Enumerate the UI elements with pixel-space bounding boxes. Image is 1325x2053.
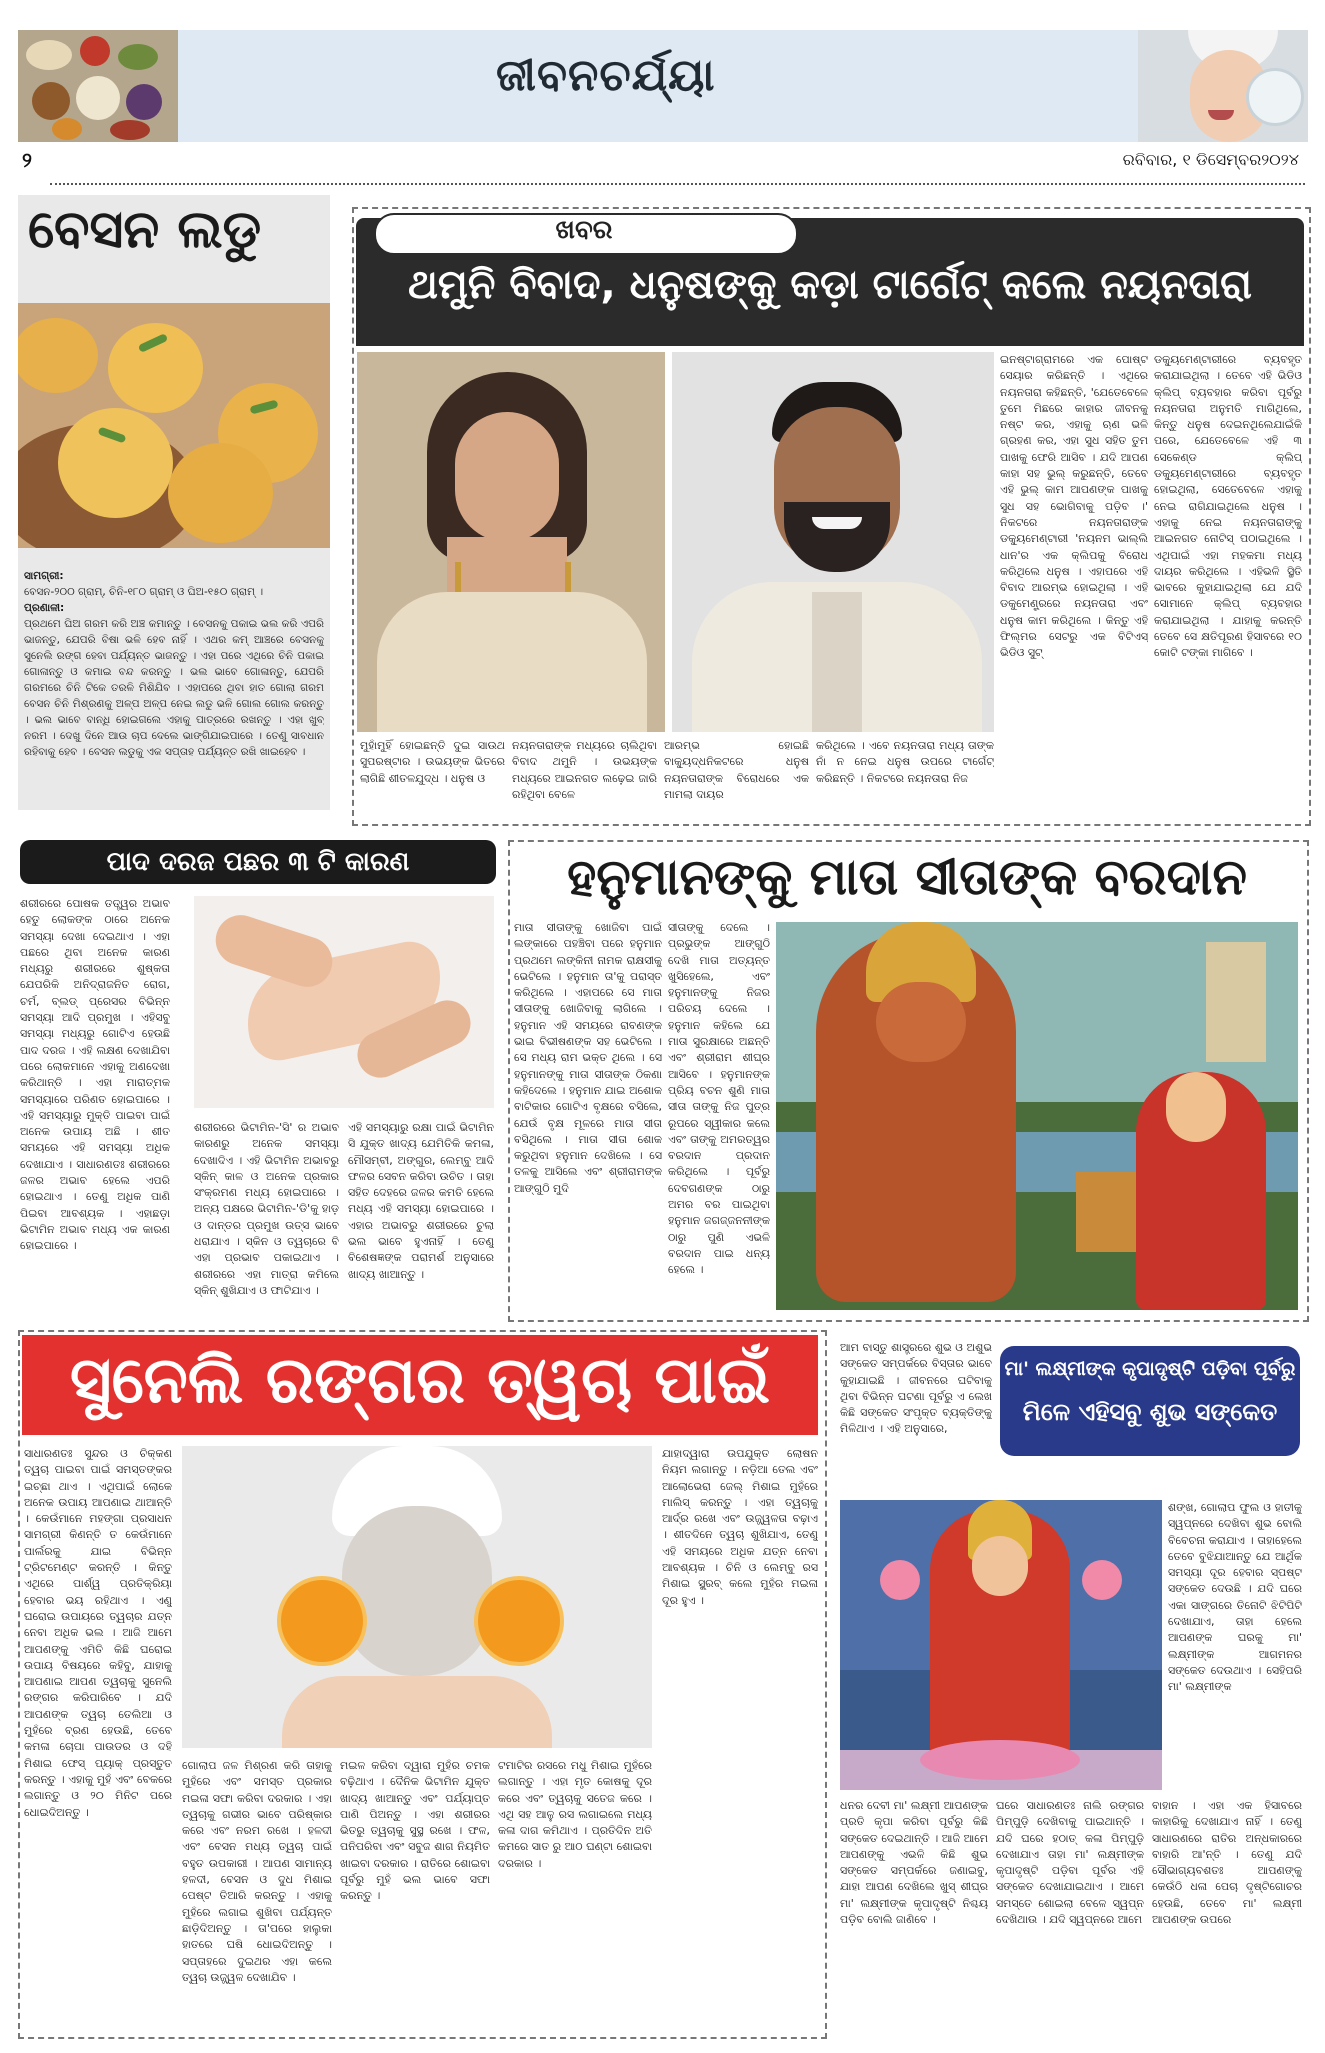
lakshmi-side: ଶଙ୍ଖ, ଗୋଲାପ ଫୁଲ ଓ ହାତୀକୁ ସ୍ୱପ୍ନରେ ଦେଖିବା ଶୁଭ ବୋଲି ବିବେଚନା କରାଯାଏ । ତାହାହେଲେ ତେବେ ବୁଝିଯାଆନ୍ତୁ ଯେ ଆର୍ଥିକ ସମସ୍ୟା ଦୂର ହେବାର ସ୍ପଷ୍ଟ ସଙ୍କେତ ଦେଉଛି । ଯଦି ଘରେ ଏକା ସାଙ୍ଗରେ ତିନୋଟି ଝିଟିପିଟି ଦେଖାଯାଏ, ତାହା ହେଲେ ଆପଣଙ୍କ ଘରକୁ ମା' ଲକ୍ଷ୍ମୀଙ୍କ ଆଗମନର ସଙ୍କେତ ଦେଉଥାଏ । ସେହିପରି ମା' ଲକ୍ଷ୍ମୀଙ୍କ bbox=[1168, 1501, 1302, 1694]
lakshmi-title-line1: ମା' ଲକ୍ଷ୍ମୀଙ୍କ କୃପାଦୃଷ୍ଟି ପଡ଼ିବା ପୂର୍ବରୁ bbox=[1004, 1358, 1296, 1380]
hanuman-col-2: ସୀତାଙ୍କୁ ଦେଲେ । ପ୍ରଭୁଙ୍କ ଆଙ୍ଗୁଠି ଦେଖି ମାତା ଅତ୍ୟନ୍ତ ଖୁସିହେଲେ, ଏବଂ ହନୁମାନଙ୍କୁ ନିଜର ପରିଚୟ ଦେଲେ । ହନୁମାନ କହିଲେ ଯେ ମାତା ସୁରକ୍ଷାରେ ଅଛନ୍ତି ଏବଂ ଶ୍ରୀରାମ ଶୀଘ୍ର ଆସିବେ । ହନୁମାନଙ୍କ ପ୍ରିୟ ବଚନ ଶୁଣି ମାତା ସୀତା ତାଙ୍କୁ ନିଜ ପୁତ୍ର ରୂପରେ ସ୍ୱୀକାର କଲେ ଏବଂ ତାଙ୍କୁ ଅମରତ୍ୱର ବରଦାନ ପ୍ରଦାନ କରିଥିଲେ । ପୂର୍ବରୁ ଦେବଗଣଙ୍କ ଠାରୁ ଅମର ବର ପାଇଥିବା ହନୁମାନ ଜଗଜ୍ଜନନୀଙ୍କ ଠାରୁ ପୁଣି ଏଭଳି ବରଦାନ ପାଇ ଧନ୍ୟ ହେଲେ । bbox=[668, 921, 770, 1277]
food-illustration bbox=[18, 30, 178, 142]
dhanush-photo bbox=[672, 352, 994, 732]
lakshmi-col-3: ବାହାନ । ଏହା ଏକ ହିସାବରେ କାହାରିକୁ ଦେଖାଯାଏ ନାହିଁ । ତେଣୁ ସାଧାରଣରେ ରାତିର ଅନ୍ଧକାରରେ ବାହାରି ଆ'ନ୍ତି । ତେଣୁ ଯଦି ସୌଭାଗ୍ୟବଶତଃ ଆପଣଙ୍କୁ କେଉଁଠି ଧଳା ପେଚା ଦୃଷ୍ଟିଗୋଚର ହେଉଛି, ତେବେ ମା' ଲକ୍ଷ୍ମୀ ଆପଣଙ୍କ ଉପରେ bbox=[1152, 1799, 1302, 1927]
lakshmi-col-2: ଘରେ ସାଧାରଣତଃ ନାଲି ରଙ୍ଗର ପିମ୍ପୁଡ଼ି ଦେଖିବାକୁ ପାଇଥାନ୍ତି । ଯଦି ଘରେ ହଠାତ୍ କଳା ପିମ୍ପୁଡ଼ି ଦେଖାଯାଏ ତାହା ମା' ଲକ୍ଷ୍ମୀଙ୍କ କୃପାଦୃଷ୍ଟି ପଡ଼ିବା ପୂର୍ବର ଏହି ସଙ୍କେତ ଦେଖାଯାଇଥାଏ । ଆମେ ସମସ୍ତେ ଶୋଇଲା ବେଳେ ସ୍ୱପ୍ନ ଦେଖିଥାଉ । ଯଦି ସ୍ୱପ୍ନରେ ଆମେ bbox=[996, 1799, 1144, 1927]
hanuman-sita-painting bbox=[776, 922, 1298, 1310]
lakshmi-painting bbox=[840, 1500, 1162, 1790]
skincare-woman-photo bbox=[1138, 30, 1308, 142]
golden-col-4: ଟମାଟିର ରସରେ ମଧୁ ମିଶାଇ ମୁହଁରେ ଲଗାନ୍ତୁ । ଏହା ମୃତ କୋଷକୁ ଦୂର କରେ ଏବଂ ତ୍ୱଚାକୁ ସତେଜ କରେ । ଏଥି ସହ ଆଳୁ ରସ ଲଗାଇଲେ ମଧ୍ୟ କଳା ଦାଗ କମିଥାଏ । ପ୍ରତିଦିନ ଅତି କମରେ ସାତ ରୁ ଆଠ ଘଣ୍ଟା ଶୋଇବା ଦରକାର । bbox=[498, 1759, 652, 1870]
nayanthara-photo bbox=[357, 352, 665, 732]
news-kicker: ଖବର bbox=[555, 215, 613, 245]
heels-col-2: ଶରୀରରେ ଭିଟାମିନ-'ସି' ର ଅଭାବ କାରଣରୁ ଅନେକ ସମସ୍ୟା ଦେଖାଦିଏ । ଏହି ଭିଟାମିନ ଅଭାବରୁ ସ୍କିନ୍ କାଳ ଓ ଅନେକ ପ୍ରକାର ସଂକ୍ରମଣ ମଧ୍ୟ ହୋଇପାରେ । ଅନ୍ୟ ପକ୍ଷରେ ଭିଟାମିନ-'ଡି'କୁ ହାଡ଼ ଓ ଦାନ୍ତର ପ୍ରମୁଖ ଉତ୍ସ ଭାବେ ଧରାଯାଏ । ସ୍କିନ ଓ ତ୍ୱଚାରେ ବି ଏହା ପ୍ରଭାବ ପକାଇଥାଏ । ଶରୀରରେ ଏହା ମାତ୍ରା କମିଲେ ସ୍କିନ୍ ଶୁଖିଯାଏ ଓ ଫାଟିଯାଏ । bbox=[194, 1121, 339, 1297]
laddu-photo bbox=[18, 303, 330, 548]
golden-col-5: ଯାହାଦ୍ୱାରା ଉପଯୁକ୍ତ ଲୋଷନ ନିୟମ ଲଗାନ୍ତୁ । ନଡ଼ିଆ ତେଲ ଏବଂ ଆଲୋଭେରା ଜେଲ୍ ମିଶାଇ ମୁହଁରେ ମାଲିସ୍ କରନ୍ତୁ । ଏହା ତ୍ୱଚାକୁ ଆର୍ଦ୍ର ରଖେ ଏବଂ ଉଜ୍ଜ୍ୱଳତା ବଢ଼ାଏ । ଶୀତଦିନେ ତ୍ୱଚା ଶୁଖିଯାଏ, ତେଣୁ ଏହି ସମୟରେ ଅଧିକ ଯତ୍ନ ନେବା ଆବଶ୍ୟକ । ଚିନି ଓ ଲେମ୍ବୁ ରସ ମିଶାଇ ସ୍କ୍ରବ୍ କଲେ ମୁହଁର ମଇଳା ଦୂର ହୁଏ । bbox=[662, 1447, 818, 1607]
golden-col-2: ଗୋଲାପ ଜଳ ମିଶ୍ରଣ କରି ତାହାକୁ ମୁହଁରେ ଏବଂ ସମସ୍ତ ପ୍ରକାର ମଇଳା ସଫା କରିବା ଦରକାର । ଏହା ତ୍ୱଚାକୁ ଗଭୀର ଭାବେ ପରିଷ୍କାର କରେ ଏବଂ ନରମ ରଖେ । ହଳଦୀ ଏବଂ ବେସନ ମଧ୍ୟ ତ୍ୱଚା ପାଇଁ ବହୁତ ଉପକାରୀ । ଆପଣ ସାମାନ୍ୟ ହଳଦୀ, ବେସନ ଓ ଦୁଧ ମିଶାଇ ପେଷ୍ଟ ତିଆରି କରନ୍ତୁ । ଏହାକୁ ମୁହଁରେ ଲଗାଇ ଶୁଖିବା ପର୍ଯ୍ୟନ୍ତ ଛାଡ଼ିଦିଅନ୍ତୁ । ତା'ପରେ ହାଲୁକା ହାତରେ ଘଷି ଧୋଇଦିଅନ୍ତୁ । ସପ୍ତାହରେ ଦୁଇଥର ଏହା କଲେ ତ୍ୱଚା ଉଜ୍ଜ୍ୱଳ ଦେଖାଯିବ । bbox=[182, 1759, 332, 1984]
masthead-title: ଜୀବନଚର୍ଯ୍ୟା bbox=[496, 50, 716, 101]
golden-col-3: ମଇଳ କରିବା ଦ୍ୱାରା ମୁହଁର ଚମକ ବଢ଼ିଥାଏ । ଦୈନିକ ଭିଟାମିନ ଯୁକ୍ତ ଖାଦ୍ୟ ଖାଆନ୍ତୁ ଏବଂ ପର୍ଯ୍ୟାପ୍ତ ପାଣି ପିଅନ୍ତୁ । ଏହା ଶରୀରର ଭିତରୁ ତ୍ୱଚାକୁ ସୁସ୍ଥ ରଖେ । ଫଳ, ପନିପରିବା ଏବଂ ସବୁଜ ଶାଗ ନିୟମିତ ଖାଇବା ଦରକାର । ରାତିରେ ଶୋଇବା ପୂର୍ବରୁ ମୁହଁ ଭଲ ଭାବେ ସଫା କରନ୍ତୁ । bbox=[340, 1759, 490, 1903]
method-text: ପ୍ରଥମେ ଘିଅ ଗରମ କରି ଅଞ୍ଚ କମାନ୍ତୁ । ବେସନକୁ ପକାଇ ଭଲ କରି ଏପରି ଭାଜନ୍ତୁ, ଯେପରି ବିଷା ଭଳି ହେବ ନାହିଁ । ଏଥର କମ୍ ଆଞ୍ଚରେ ବେସନକୁ ସୁନେଲି ରଙ୍ଗ ହେବା ପର୍ଯ୍ୟନ୍ତ ଭାଜନ୍ତୁ । ଏହା ପରେ ଏଥିରେ ଚିନି ପକାଇ ଗୋଳାନ୍ତୁ ଓ କମାଇ ବନ୍ଦ କରନ୍ତୁ । ଭଲ ଭାବେ ଗୋଳାନ୍ତୁ, ଯେପରି ଗରମରେ ଚିନି ଟିକେ ତରଳି ମିଶିଯିବ । ଏହାପରେ ଥିବା ହାତ ଗୋଲା ଗରମ ବେସନ ଚିନି ମିଶ୍ରଣକୁ ଅଳ୍ପ ଅଳ୍ପ ନେଇ ଲଡୁ ଭଳି ଗୋଲ ଗୋଲ କରନ୍ତୁ । ଭଲ ଭାବେ ବାନ୍ଧି ହୋଇଗଲେ ଏହାକୁ ପାତ୍ରରେ ରଖନ୍ତୁ । ଏହା ଖୁବ୍ ନରମ । ଦେଖୁ ଦିନେ ଆଉ ଚାପ ଦେଲେ ଭାଙ୍ଗିଯାଇପାରେ । ତେଣୁ ସାବଧାନ ରହିବାକୁ ହେବ । ବେସନ ଲଡୁକୁ ଏକ ସପ୍ତାହ ପର୍ଯ୍ୟନ୍ତ ରଖି ଖାଇହେବ । bbox=[24, 618, 324, 758]
besan-title: ବେସନ ଲଡୁ bbox=[28, 200, 262, 260]
news-headline: ଥମୁନି ବିବାଦ, ଧନୁଷଙ୍କୁ କଡ଼ା ଟାର୍ଗେଟ୍ କଲେ ନୟନତାରା bbox=[408, 262, 1252, 308]
news-col-4: କରିଥିଲେ । ଏବେ ନୟନତାରା ମଧ୍ୟ ତାଙ୍କ ନାଁ ନ ନେଇ ଧନୁଷ ଉପରେ ଟାର୍ଗେଟ୍ କରିଛନ୍ତି । ନିକଟରେ ନୟନତାରା ନିଜ bbox=[816, 739, 994, 785]
news-col-6: ଡକ୍ୟୁମେଣ୍ଟାରୀରେ ବ୍ୟବହୃତ କରାଯାଇଥିଲା । ତେବେ ଏହି ଭିଡିଓ କ୍ଲିପ୍ ବ୍ୟବହାର କରିବା ପୂର୍ବରୁ ନୟନତାରା ଅନୁମତି ମାଗିଥିଲେ, କିନ୍ତୁ ଧନୁଷ ଦେଇନଥିଲେଯାଇଁକି ପରେ, ଯେତେବେଳେ ଏହି ୩ ସେକେଣ୍ଡ କ୍ଲିପ୍ ଡକ୍ୟୁମେଣ୍ଟାରୀରେ ବ୍ୟବହୃତ ହୋଇଥିଲା, ସେତେବେଳେ ଏହାକୁ ନେଇ ରାଗିଯାଇଥିଲେ ଧନୁଷ । ଏହାକୁ ନେଇ ନୟନତାରାଙ୍କୁ ଆଇନଗତ ନୋଟିସ୍ ପଠାଇଥିଲେ । ଏଥିପାଇଁ ଏହା ମହକମା ମଧ୍ୟ ଦାୟର କରିଥିଲେ । ଏହିଭଳି ସ୍ଥିତି ଭାବରେ କୁହାଯାଇଥିଲା ଯେ ଯଦି ସୋମାନେ କ୍ଲିପ୍ ବ୍ୟବହାର କରାଯାଇଥିଲା । ଯାହାକୁ କରନ୍ତି ତେବେ ସେ କ୍ଷତିପୂରଣ ହିସାବରେ ୧୦ କୋଟି ଟଙ୍କା ମାଗିବେ । bbox=[1154, 353, 1302, 660]
lakshmi-col-1: ଧନର ଦେବୀ ମା' ଲକ୍ଷ୍ମୀ ଆପଣଙ୍କ ପ୍ରତି କୃପା କରିବା ପୂର୍ବରୁ କିଛି ସଙ୍କେତ ଦେଇଥାନ୍ତି । ଆଜି ଆମେ ଆପଣଙ୍କୁ ଏଭଳି କିଛି ଶୁଭ ସଙ୍କେତ ସମ୍ପର୍କରେ ଜଣାଇବୁ, ଯାହା ଆପଣ ଦେଖିଲେ ଖୁସ୍ ଶୀଘ୍ର ମା' ଲକ୍ଷ୍ମୀଙ୍କ କୃପାଦୃଷ୍ଟି ନିଶ୍ଚୟ ପଡ଼ିବ ବୋଲି ଜାଣିବେ । bbox=[840, 1799, 988, 1927]
hanuman-title: ହନୁମାନଙ୍କୁ ମାତା ସୀତାଙ୍କ ବରଦାନ bbox=[567, 848, 1247, 906]
news-col-5: ଇନଷ୍ଟାଗ୍ରାମରେ ଏକ ପୋଷ୍ଟ ସେୟାର କରିଛନ୍ତି । ଏଥିରେ ନୟନତାରା କହିଛନ୍ତି, 'ଯେତେବେଳେ ତୁମେ ମିଛରେ କାହାର ଜୀବନକୁ ନଷ୍ଟ କର, ଏହାକୁ ଋଣ ଭଳି ଗ୍ରହଣ କର, ଏହା ସୁଧ ସହିତ ତୁମ ପାଖକୁ ଫେରି ଆସିବ । ଯଦି ଆପଣ କାହା ସହ ଭୁଲ୍ କରୁଛନ୍ତି, ତେବେ ଏହି ଭୁଲ୍ କାମ ଆପଣଙ୍କ ପାଖକୁ ସୁଧ ସହ ଭୋଗିବାକୁ ପଡ଼ିବ ।' ନିକଟରେ ନୟନତାରାଙ୍କ ଡକ୍ୟୁମେଣ୍ଟାରୀ 'ନୟନମ ଭାଲ୍ଲି ଧାନ'ର ଏକ କ୍ଲିପକୁ ବିରୋଧ କରିଥିଲେ ଧନୁଷ । ଏହାପରେ ଏହି ବିବାଦ ଆରମ୍ଭ ହୋଇଥିଲା । ଏହି ଡକୁମେଣ୍ଟ୍ରରେ ନୟନତାରା ଏବଂ ଧନୁଷ କାମ କରିଥିଲେ । କିନ୍ତୁ ଏହି ଫିଲ୍ମର ସେଟରୁ ଏକ ବିଟିଏସ୍ ଭିଡିଓ ସୁଟ୍ bbox=[1000, 353, 1148, 660]
ingredients-label: ସାମଗ୍ରୀ: bbox=[24, 570, 64, 582]
page-number: ୨ bbox=[22, 148, 32, 172]
ingredients-text: ବେସନ-୨୦୦ ଗ୍ରାମ୍, ଚିନି-୧୮୦ ଗ୍ରାମ୍ ଓ ଘିଅ-୧୫୦ ଗ୍ରାମ୍ । bbox=[24, 586, 264, 598]
masthead-banner bbox=[18, 30, 1308, 142]
lakshmi-title-line2: ମିଳେ ଏହିସବୁ ଶୁଭ ସଙ୍କେତ bbox=[1022, 1398, 1278, 1426]
golden-title: ସୁନେଲି ରଙ୍ଗର ତ୍ୱଚା ପାଇଁ bbox=[69, 1344, 771, 1418]
heels-title: ପାଦ ଦରଜ ପଛର ୩ ଟି କାରଣ bbox=[20, 840, 496, 884]
besan-recipe bbox=[24, 568, 324, 804]
news-col-1: ମୁହାଁମୁହିଁ ହୋଇଛନ୍ତି ଦୁଇ ସାଉଥ ସୁପରଷ୍ଟାର । ଉଭୟଙ୍କ ଭିତରେ ଲାଗିଛି ଶୀତଳଯୁଦ୍ଧ । ଧନୁଷ ଓ bbox=[360, 739, 505, 785]
golden-col-1: ସାଧାରଣତଃ ସୁନ୍ଦର ଓ ଚିକ୍କଣ ତ୍ୱଚା ପାଇବା ପାଇଁ ସମସ୍ତଙ୍କର ଇଚ୍ଛା ଥାଏ । ଏଥିପାଇଁ ଲୋକେ ଅନେକ ଉପାୟ ଆପଣାଇ ଥାଆନ୍ତି । କେଉଁମାନେ ମହଙ୍ଗା ପ୍ରସାଧନ ସାମଗ୍ରୀ କିଣନ୍ତି ତ କେଉଁମାନେ ପାର୍ଲରକୁ ଯାଇ ବିଭିନ୍ନ ଟ୍ରିଟମେଣ୍ଟ କରନ୍ତି । କିନ୍ତୁ ଏଥିରେ ପାର୍ଶ୍ୱ ପ୍ରତିକ୍ରିୟା ହେବାର ଭୟ ରହିଥାଏ । ଏଣୁ ଘରୋଇ ଉପାୟରେ ତ୍ୱଚାର ଯତ୍ନ ନେବା ଅଧିକ ଭଲ । ଆଜି ଆମେ ଆପଣଙ୍କୁ ଏମିତି କିଛି ଘରୋଇ ଉପାୟ ବିଷୟରେ କହିବୁ, ଯାହାକୁ ଆପଣାଇ ଆପଣ ତ୍ୱଚାକୁ ସୁନେଲି ରଙ୍ଗର କରିପାରିବେ । ଯଦି ଆପଣଙ୍କ ତ୍ୱଚା ତେଲିଆ ଓ ମୁହଁରେ ବ୍ରଣ ହେଉଛି, ତେବେ କମଳା ଚୋପା ପାଉଡର ଓ ଦହି ମିଶାଇ ଫେସ୍ ପ୍ୟାକ୍ ପ୍ରସ୍ତୁତ କରନ୍ତୁ । ଏହାକୁ ମୁହଁ ଏବଂ ବେକରେ ଲଗାନ୍ତୁ ଓ ୨୦ ମିନିଟ ପରେ ଧୋଇଦିଅନ୍ତୁ । bbox=[24, 1447, 172, 1819]
face-mask-photo bbox=[182, 1446, 652, 1748]
masthead-divider bbox=[50, 183, 1305, 185]
news-col-3: ଆରମ୍ଭ ହୋଇଛି ବାକ୍ୟୁଦ୍ଧନିକଟରେ ଧନୁଷ ନୟନତାରାଙ୍କ ବିରୋଧରେ ଏକ ମାମଲା ଦାୟର bbox=[664, 739, 809, 801]
hanuman-col-1: ମାତା ସୀତାଙ୍କୁ ଖୋଜିବା ପାଇଁ ଲଙ୍କାରେ ପହଞ୍ଚିବା ପରେ ହନୁମାନ ପ୍ରଥମେ ଲଙ୍କିନୀ ନାମକ ରାକ୍ଷସୀକୁ ଭେଟିଲେ । ହନୁମାନ ତା'କୁ ପରାସ୍ତ କରିଥିଲେ । ଏହାପରେ ସେ ମାତା ସୀତାଙ୍କୁ ଖୋଜିବାକୁ ଲାଗିଲେ । ହନୁମାନ ଏହି ସମୟରେ ରାବଣଙ୍କ ଭାଇ ବିଭୀଷଣଙ୍କ ସହ ଭେଟିଲେ । ସେ ମଧ୍ୟ ରାମ ଭକ୍ତ ଥିଲେ । ସେ ହନୁମାନଙ୍କୁ ମାତା ସୀତାଙ୍କ ଠିକଣା କହିଦେଲେ । ହନୁମାନ ଯାଇ ଅଶୋକ ବାଟିକାର ଗୋଟିଏ ବୃକ୍ଷରେ ବସିଲେ, ଯେଉଁ ବୃକ୍ଷ ମୂଳରେ ମାତା ସୀତା ବସିଥିଲେ । ମାତା ସୀତା ଶୋକ କରୁଥିବା ହନୁମାନ ଦେଖିଲେ । ସେ ତଳକୁ ଆସିଲେ ଏବଂ ଶ୍ରୀରାମଙ୍କ ଆଙ୍ଗୁଠି ମୁଦି bbox=[514, 921, 662, 1195]
foot-massage-photo bbox=[194, 896, 494, 1108]
method-label: ପ୍ରଣାଳୀ: bbox=[24, 602, 65, 614]
news-col-2: ନୟନତାରାଙ୍କ ମଧ୍ୟରେ ଚାଲିଥିବା ବିବାଦ ଥମୁନି । ଉଭୟଙ୍କ ମଧ୍ୟରେ ଆଇନଗତ ଲଢ଼େଇ ଜାରି ରହିଥିବା ବେଳେ bbox=[512, 739, 657, 801]
heels-col-1: ଶରୀରରେ ପୋଷକ ତତ୍ତ୍ୱର ଅଭାବ ହେତୁ ଲୋକଙ୍କ ଠାରେ ଅନେକ ସମସ୍ୟା ଦେଖା ଦେଇଥାଏ । ଏହା ପଛରେ ଥିବା ଅନେକ କାରଣ ମଧ୍ୟରୁ ଶରୀରରେ ଶୁଷ୍କତା ଯେପରିକି ଅନିଦ୍ରାଜନିତ ରୋଗ, ଚର୍ମ, ବ୍ଲଡ୍ ପ୍ରେସର ବିଭିନ୍ନ ସମସ୍ୟା ଆଦି ପ୍ରମୁଖ । ଏହିସବୁ ସମସ୍ୟା ମଧ୍ୟରୁ ଗୋଟିଏ ହେଉଛି ପାଦ ଦରଜ । ଏହି ଲକ୍ଷଣ ଦେଖାଯିବା ପରେ ଲୋକମାନେ ଏହାକୁ ଅଣଦେଖା କରିଥାନ୍ତି । ଏହା ମାରାତ୍ମକ ସମସ୍ୟାରେ ପରିଣତ ହୋଇପାରେ । ଏହି ସମସ୍ୟାରୁ ମୁକ୍ତି ପାଇବା ପାଇଁ ଅନେକ ଉପାୟ ଅଛି । ଶୀତ ସମୟରେ ଏହି ସମସ୍ୟା ଅଧିକ ଦେଖାଯାଏ । ସାଧାରଣତଃ ଶରୀରରେ ଜଳର ଅଭାବ ହେଲେ ଏପରି ହୋଇଥାଏ । ତେଣୁ ଅଧିକ ପାଣି ପିଇବା ଆବଶ୍ୟକ । ଏହାଛଡ଼ା ଭିଟାମିନ ଅଭାବ ମଧ୍ୟ ଏକ କାରଣ ହୋଇପାରେ । bbox=[20, 897, 170, 1253]
issue-date: ରବିବାର, ୧ ଡିସେମ୍ବର୨୦୨୪ bbox=[1122, 150, 1299, 169]
lakshmi-intro: ଆମ ବାସ୍ତୁ ଶାସ୍ତ୍ରରେ ଶୁଭ ଓ ଅଶୁଭ ସଙ୍କେତ ସମ୍ପର୍କରେ ବିସ୍ତାର ଭାବେ କୁହାଯାଇଛି । ଜୀବନରେ ଘଟିବାକୁ ଥିବା ବିଭିନ୍ନ ଘଟଣା ପୂର୍ବରୁ ଏ ଲେଖ କିଛି ସଙ୍କେତ ସଂପୃକ୍ତ ବ୍ୟକ୍ତିଙ୍କୁ ମିଳିଥାଏ । ଏହି ଅନୁସାରେ, bbox=[840, 1341, 992, 1436]
heels-col-3: ଏହି ସମସ୍ୟାରୁ ରକ୍ଷା ପାଇଁ ଭିଟାମିନ ସି ଯୁକ୍ତ ଖାଦ୍ୟ ଯେମିତିକି କମଳା, ମୌସମ୍ବୀ, ଅଙ୍ଗୁର, ଲେମ୍ବୁ ଆଦି ଫଳର ସେବନ କରିବା ଉଚିତ । ତାହା ସହିତ ଦେହରେ ଜଳର କମତି ହେଲେ ମଧ୍ୟ ଏହି ସମସ୍ୟା ହୋଇପାରେ । ଏହାର ଅଭାବରୁ ଶରୀରରେ ଚୁଲା ଭଲ ଭାବେ ହୁଏନାହିଁ । ତେଣୁ ବିଶେଷଜ୍ଞଙ୍କ ପରାମର୍ଶ ଅନୁସାରେ ଖାଦ୍ୟ ଖାଆନ୍ତୁ । bbox=[348, 1121, 494, 1281]
